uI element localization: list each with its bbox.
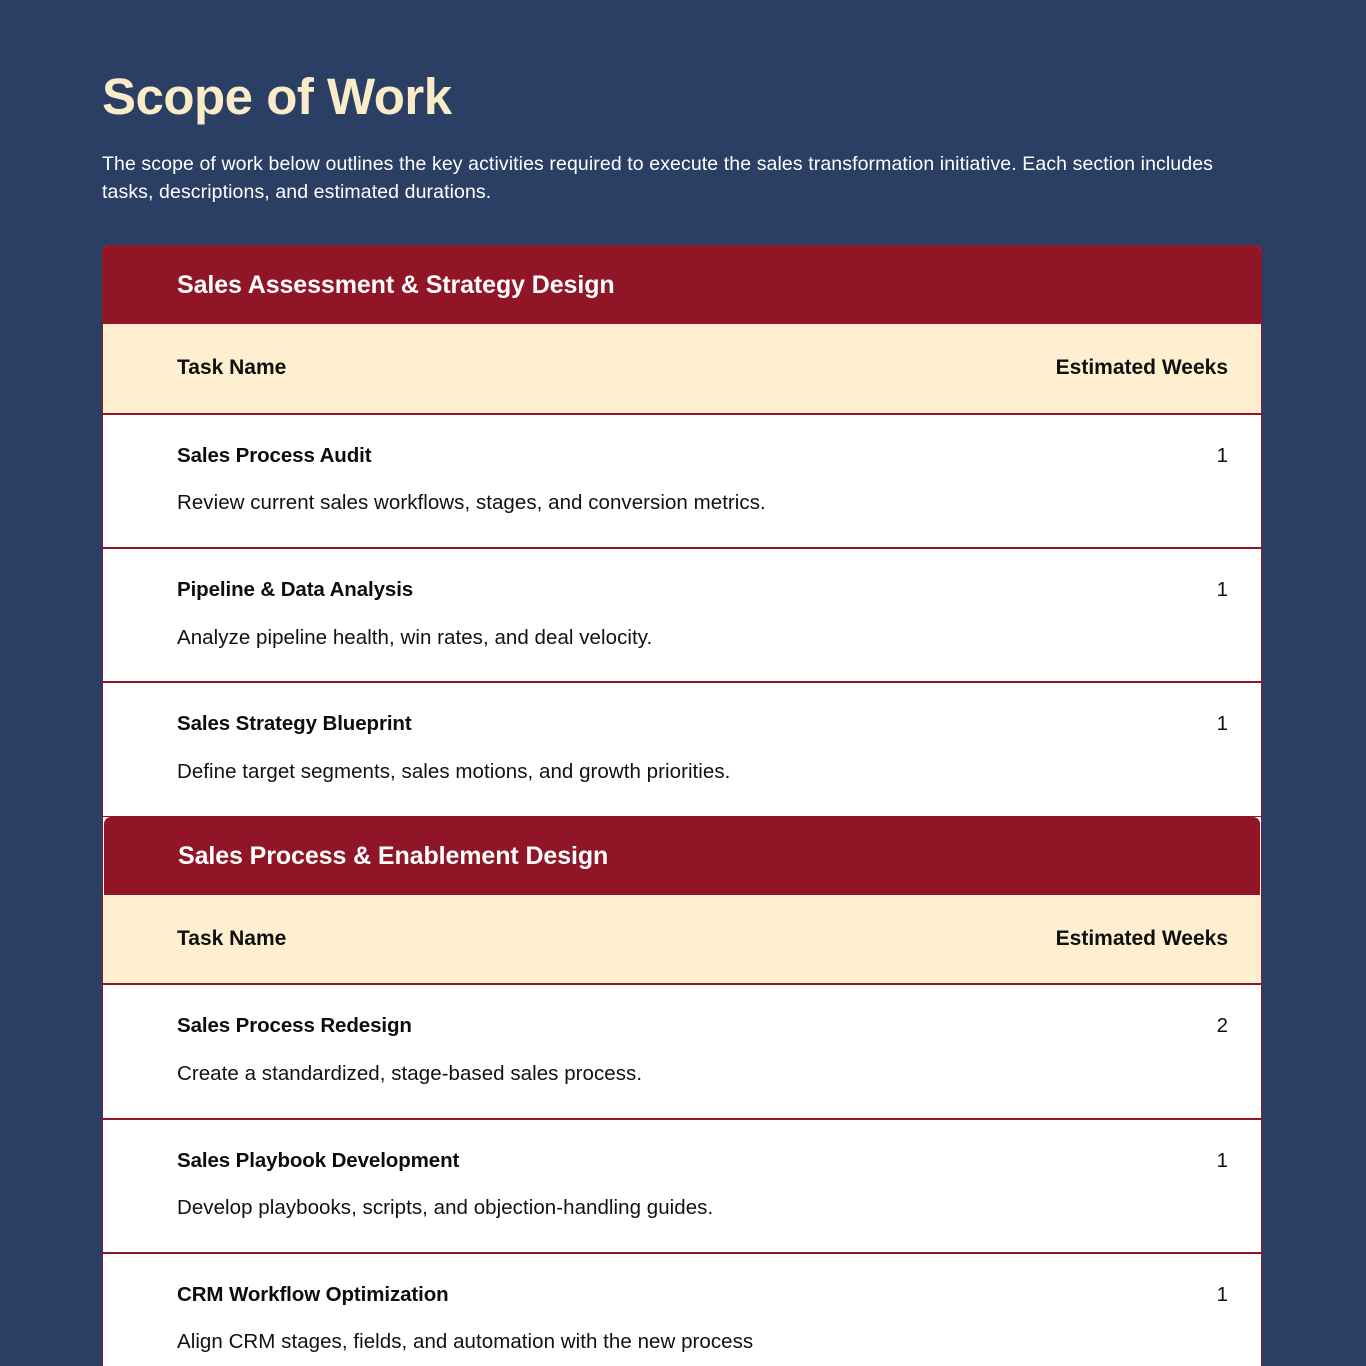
table-row bbox=[103, 1253, 1261, 1366]
task-description: Define target segments, sales motions, and growth priorities. bbox=[177, 759, 731, 783]
scope-section bbox=[102, 817, 1262, 1366]
column-header-estimated-weeks: Estimated Weeks bbox=[1018, 324, 1261, 414]
task-description: Align CRM stages, fields, and automation with the new process bbox=[177, 1330, 754, 1354]
scope-section bbox=[102, 245, 1262, 816]
task-cell bbox=[103, 1119, 1018, 1253]
task-name: Pipeline & Data Analysis bbox=[177, 578, 414, 602]
column-header-task-name: Task Name bbox=[103, 324, 1018, 414]
task-table-head bbox=[103, 324, 1261, 414]
task-cell bbox=[103, 1253, 1018, 1366]
task-description: Review current sales workflows, stages, and conversion metrics. bbox=[177, 491, 766, 515]
task-table-body bbox=[103, 414, 1261, 816]
column-header-task-name: Task Name bbox=[103, 895, 1018, 985]
table-header-row bbox=[103, 895, 1261, 985]
table-row bbox=[103, 548, 1261, 682]
task-description: Create a standardized, stage-based sales process. bbox=[177, 1061, 643, 1085]
task-table bbox=[103, 324, 1261, 815]
task-estimated-weeks: 1 bbox=[1018, 414, 1261, 548]
table-header-row bbox=[103, 324, 1261, 414]
table-row bbox=[103, 414, 1261, 548]
section-title: Sales Assessment & Strategy Design bbox=[103, 246, 1261, 324]
table-row bbox=[103, 682, 1261, 815]
page-intro-text: The scope of work below outlines the key activities required to execute the sales transformation initiative. Each section includes tasks, descriptions, and estimated durations. bbox=[102, 152, 1213, 203]
table-row bbox=[103, 1119, 1261, 1253]
task-description: Analyze pipeline health, win rates, and deal velocity. bbox=[177, 625, 653, 649]
task-estimated-weeks: 1 bbox=[1018, 548, 1261, 682]
task-name: Sales Playbook Development bbox=[177, 1148, 460, 1172]
table-row bbox=[103, 984, 1261, 1118]
task-description: Develop playbooks, scripts, and objection-handling guides. bbox=[177, 1196, 714, 1220]
task-table-body bbox=[103, 984, 1261, 1366]
task-name: CRM Workflow Optimization bbox=[177, 1282, 449, 1306]
task-cell bbox=[103, 984, 1018, 1118]
task-estimated-weeks: 1 bbox=[1018, 1253, 1261, 1366]
page-title: Scope of Work bbox=[102, 68, 452, 125]
task-table-head bbox=[103, 895, 1261, 985]
task-estimated-weeks: 1 bbox=[1018, 1119, 1261, 1253]
task-cell bbox=[103, 682, 1018, 815]
task-name: Sales Process Audit bbox=[177, 443, 372, 467]
scope-sections bbox=[102, 245, 1264, 1366]
task-cell bbox=[103, 414, 1018, 548]
column-header-estimated-weeks: Estimated Weeks bbox=[1018, 895, 1261, 985]
task-cell bbox=[103, 548, 1018, 682]
task-estimated-weeks: 1 bbox=[1018, 682, 1261, 815]
task-estimated-weeks: 2 bbox=[1018, 984, 1261, 1118]
task-table bbox=[103, 895, 1261, 1366]
section-title: Sales Process & Enablement Design bbox=[104, 817, 1260, 895]
task-name: Sales Process Redesign bbox=[177, 1014, 412, 1038]
task-name: Sales Strategy Blueprint bbox=[177, 712, 412, 736]
